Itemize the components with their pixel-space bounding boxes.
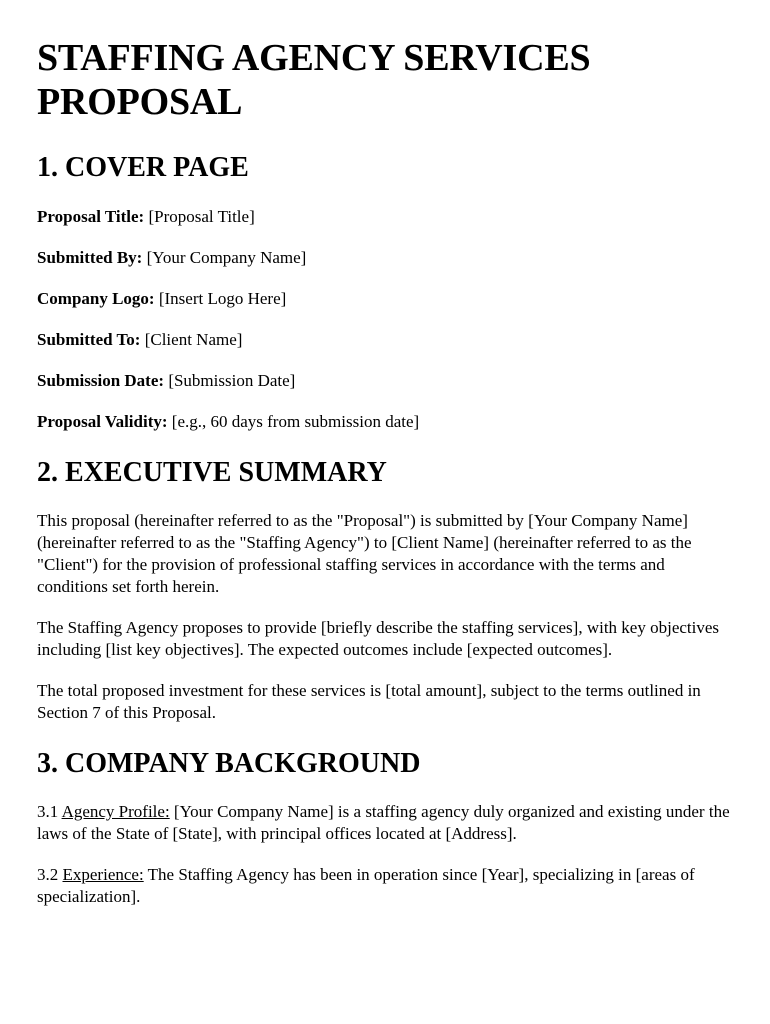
clause-term: Experience: <box>62 865 144 884</box>
field-submission-date <box>37 370 734 392</box>
field-proposal-title <box>37 206 734 228</box>
section-heading-cover-page: 1. COVER PAGE <box>37 152 249 183</box>
field-proposal-validity <box>37 411 734 433</box>
field-company-logo <box>37 288 734 310</box>
document-title: STAFFING AGENCY SERVICES PROPOSAL <box>37 37 591 123</box>
field-value: [Your Company Name] <box>146 248 307 267</box>
clause-experience <box>37 864 734 908</box>
executive-summary-body <box>37 510 734 724</box>
field-value: [Submission Date] <box>168 371 296 390</box>
paragraph: The Staffing Agency proposes to provide [briefly describe the staffing services], with key objectives including [list key objectives]. The expected outcomes include [expected outcomes]. <box>37 618 720 659</box>
field-value: [Proposal Title] <box>148 207 255 226</box>
field-value: [Insert Logo Here] <box>158 289 287 308</box>
section-heading-executive-summary: 2. EXECUTIVE SUMMARY <box>37 457 387 488</box>
field-label: Submitted To: <box>37 330 141 349</box>
field-value: [Client Name] <box>144 330 243 349</box>
field-label: Proposal Title: <box>37 207 145 226</box>
clause-term: Agency Profile: <box>61 802 170 821</box>
paragraph: The total proposed investment for these services is [total amount], subject to the terms outlined in Section 7 of this Proposal. <box>37 681 701 722</box>
section-heading-company-background: 3. COMPANY BACKGROUND <box>37 748 421 779</box>
clause-text: The Staffing Agency has been in operation since [Year], specializing in [areas of specialization]. <box>37 865 695 906</box>
field-label: Proposal Validity: <box>37 412 168 431</box>
clause-text: [Your Company Name] is a staffing agency duly organized and existing under the laws of the State of [State], with principal offices located at [Address]. <box>37 802 730 843</box>
field-submitted-to <box>37 329 734 351</box>
field-value: [e.g., 60 days from submission date] <box>171 412 420 431</box>
clause-number: 3.2 <box>37 865 59 884</box>
field-label: Submission Date: <box>37 371 165 390</box>
company-background-body <box>37 801 734 908</box>
clause-number: 3.1 <box>37 802 59 821</box>
field-label: Company Logo: <box>37 289 155 308</box>
field-submitted-by <box>37 247 734 269</box>
paragraph: This proposal (hereinafter referred to as the "Proposal") is submitted by [Your Company Name] (hereinafter referred to as the "Staffing Agency") to [Client Name] (hereinafter referred to as the "Client") for the provision of professional staffing services in accordance with the terms and conditions set forth herein. <box>37 511 692 596</box>
cover-fields <box>37 206 734 433</box>
field-label: Submitted By: <box>37 248 143 267</box>
clause-agency-profile <box>37 801 734 845</box>
